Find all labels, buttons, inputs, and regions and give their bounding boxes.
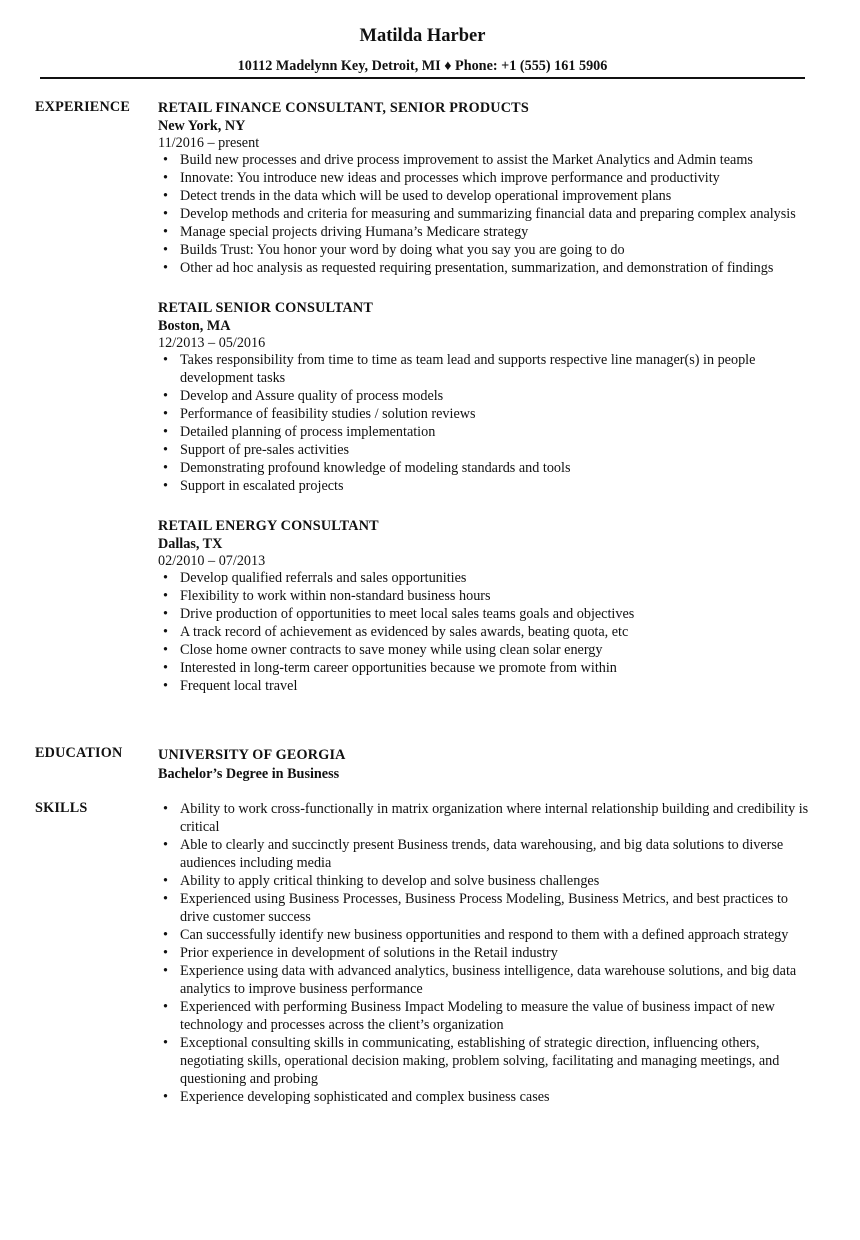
bullet-item: • Performance of feasibility studies / solution reviews (180, 405, 818, 423)
bullet-item: • Support of pre-sales activities (180, 441, 818, 459)
skill-item: • Experience using data with advanced analytics, business intelligence, data warehouse solutions, and big data analytics to improve business performance (180, 962, 818, 998)
skills-heading: SKILLS (35, 800, 88, 816)
skill-item: • Prior experience in development of solutions in the Retail industry (180, 944, 818, 962)
skill-item: • Able to clearly and succinctly present Business trends, data warehousing, and big data solutions to diverse audiences including media (180, 836, 818, 872)
bullet-item: • Frequent local travel (180, 677, 818, 695)
job-entry (158, 299, 818, 495)
bullet-item: • A track record of achievement as evidenced by sales awards, beating quota, etc (180, 623, 818, 641)
job-title: RETAIL ENERGY CONSULTANT (158, 518, 379, 534)
degree-name: Bachelor’s Degree in Business (158, 766, 340, 782)
bullet-item: • Build new processes and drive process improvement to assist the Market Analytics and Admin teams (180, 151, 818, 169)
skill-item: • Experienced using Business Processes, Business Process Modeling, Business Metrics, and best practices to drive customer success (180, 890, 818, 926)
job-title: RETAIL FINANCE CONSULTANT, SENIOR PRODUCTS (158, 100, 529, 116)
bullet-item: • Demonstrating profound knowledge of modeling standards and tools (180, 459, 818, 477)
skill-item: • Experienced with performing Business Impact Modeling to measure the value of business impact of new technology and processes across the client’s organization (180, 998, 818, 1034)
header-divider (40, 77, 805, 79)
job-dates: 12/2013 – 05/2016 (158, 335, 266, 351)
bullet-item: • Develop qualified referrals and sales opportunities (180, 569, 818, 587)
skills-bullets (158, 800, 818, 1106)
skill-item: • Experience developing sophisticated and complex business cases (180, 1088, 818, 1106)
job-dates: 02/2010 – 07/2013 (158, 553, 266, 569)
bullet-item: • Drive production of opportunities to meet local sales teams goals and objectives (180, 605, 818, 623)
job-bullets (158, 151, 818, 277)
bullet-item: • Support in escalated projects (180, 477, 818, 495)
skill-item: • Can successfully identify new business opportunities and respond to them with a defined approach strategy (180, 926, 818, 944)
bullet-item: • Develop and Assure quality of process models (180, 387, 818, 405)
bullet-item: • Takes responsibility from time to time as team lead and supports respective line manager(s) in people development tasks (180, 351, 818, 387)
bullet-item: • Close home owner contracts to save money while using clean solar energy (180, 641, 818, 659)
bullet-item: • Builds Trust: You honor your word by doing what you say you are going to do (180, 241, 818, 259)
job-bullets (158, 351, 818, 495)
school-name: UNIVERSITY OF GEORGIA (158, 747, 346, 763)
job-entry (158, 517, 818, 695)
bullet-item: • Interested in long-term career opportunities because we promote from within (180, 659, 818, 677)
contact-line: 10112 Madelynn Key, Detroit, MI ♦ Phone: +1 (555) 161 5906 (237, 58, 608, 74)
job-entry (158, 99, 818, 277)
bullet-item: • Develop methods and criteria for measuring and summarizing financial data and preparing complex analysis (180, 205, 818, 223)
bullet-item: • Detailed planning of process implementation (180, 423, 818, 441)
experience-list (158, 99, 818, 717)
bullet-item: • Flexibility to work within non-standard business hours (180, 587, 818, 605)
job-bullets (158, 569, 818, 695)
job-dates: 11/2016 – present (158, 135, 260, 151)
bullet-item: • Innovate: You introduce new ideas and processes which improve performance and productivity (180, 169, 818, 187)
skills-list (158, 800, 818, 1106)
job-title: RETAIL SENIOR CONSULTANT (158, 300, 374, 316)
skill-item: • Exceptional consulting skills in communicating, establishing of strategic direction, influencing others, negotiating skills, operational decision making, problem solving, facilitating and managing meetings, and questioning and probing (180, 1034, 818, 1088)
candidate-name: Matilda Harber (359, 26, 486, 46)
education-entry (158, 745, 818, 783)
bullet-item: • Detect trends in the data which will be used to develop operational improvement plans (180, 187, 818, 205)
skill-item: • Ability to apply critical thinking to develop and solve business challenges (180, 872, 818, 890)
job-location: New York, NY (158, 118, 246, 134)
experience-heading: EXPERIENCE (35, 99, 131, 115)
skill-item: • Ability to work cross-functionally in matrix organization where internal relationship building and credibility is critical (180, 800, 818, 836)
job-location: Dallas, TX (158, 536, 223, 552)
bullet-item: • Manage special projects driving Humana’s Medicare strategy (180, 223, 818, 241)
bullet-item: • Other ad hoc analysis as requested requiring presentation, summarization, and demonstration of findings (180, 259, 818, 277)
job-location: Boston, MA (158, 318, 231, 334)
education-heading: EDUCATION (35, 745, 123, 761)
